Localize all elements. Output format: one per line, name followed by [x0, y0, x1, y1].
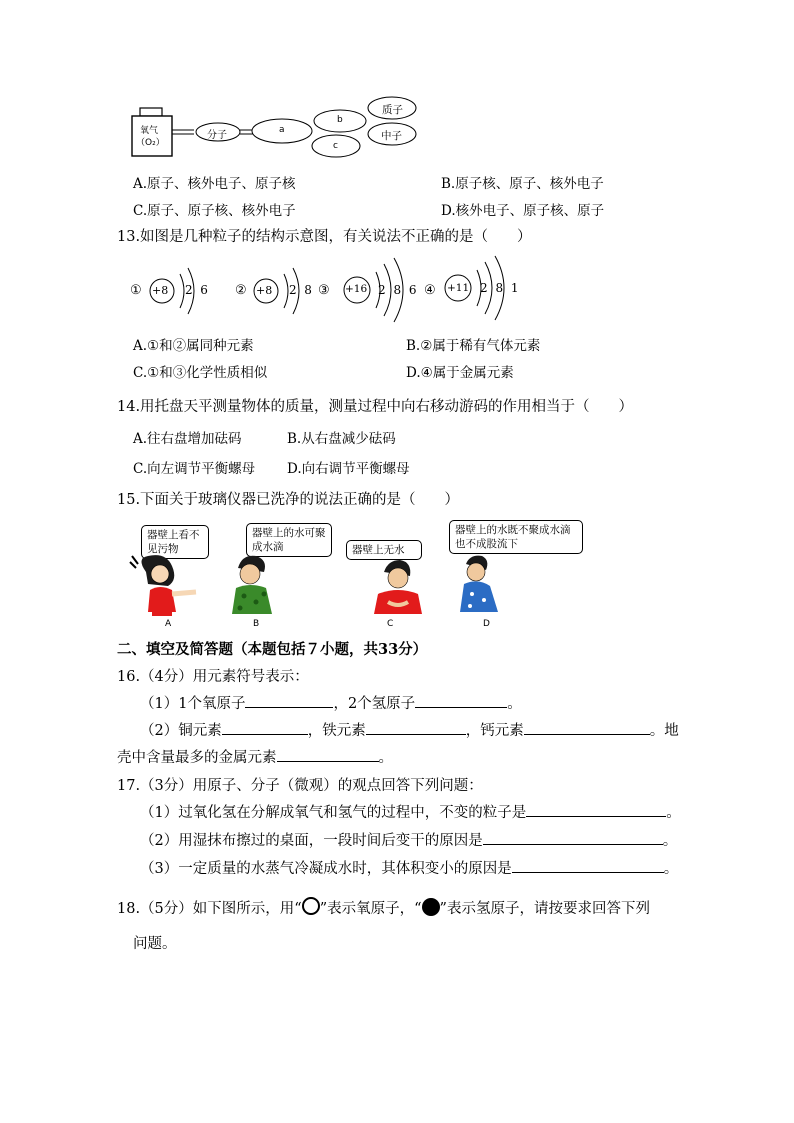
- hydrogen-atom-symbol: [422, 898, 440, 916]
- q13-option-d: D.④属于金属元素: [406, 365, 514, 381]
- q13-option-a: A.①和②属同种元素: [133, 338, 254, 354]
- particle-1-number: ①: [130, 283, 142, 298]
- oxygen-bottle-cap: [140, 108, 162, 116]
- a-label: a: [279, 125, 285, 135]
- q17-line-3: （3）一定质量的水蒸气冷凝成水时，其体积变小的原因是 。: [140, 857, 678, 878]
- speech-bubble-a: 器壁上看不见污物: [141, 525, 209, 559]
- q12-option-a: A.原子、核外电子、原子核: [133, 176, 296, 192]
- particle-1-nucleus: +8: [152, 284, 169, 297]
- q15-stem: 15.下面关于玻璃仪器已洗净的说法正确的是（ ）: [117, 492, 460, 508]
- bottle-label-1: 氧气: [140, 126, 159, 136]
- q17-blank-1[interactable]: [526, 802, 666, 817]
- speech-bubble-c: 器壁上无水: [346, 540, 422, 560]
- q12-option-c: C.原子、原子核、核外电子: [133, 203, 296, 219]
- q16-blank-metal-element[interactable]: [277, 747, 379, 762]
- q16-line-1: （1）1个氧原子 ，2个氢原子 。: [140, 692, 522, 713]
- person-b-figure: [232, 556, 272, 614]
- particle-3-number: ③: [318, 283, 330, 298]
- q16-blank-oxygen-atom[interactable]: [245, 693, 333, 708]
- section-2-heading: 二、填空及简答题（本题包括７小题，共33分）: [117, 641, 428, 658]
- q16-blank-hydrogen-atoms[interactable]: [415, 693, 507, 708]
- person-c-label: C: [387, 619, 394, 629]
- particle-3-shells: 2 8 6: [378, 283, 419, 297]
- q16-blank-copper[interactable]: [222, 720, 308, 735]
- particle-1-shells: 2 6: [185, 283, 208, 297]
- particle-3-nucleus: +16: [345, 283, 368, 295]
- b-label: b: [337, 115, 343, 125]
- q14-option-d: D.向右调节平衡螺母: [287, 461, 410, 477]
- q17-line-2: （2）用湿抹布擦过的桌面，一段时间后变干的原因是 。: [140, 829, 677, 850]
- q12-option-d: D.核外电子、原子核、原子: [441, 203, 605, 219]
- q16-blank-iron[interactable]: [366, 720, 466, 735]
- oxygen-atom-symbol: [302, 897, 320, 915]
- q14-option-a: A.往右盘增加砝码: [133, 431, 242, 447]
- person-c-figure: [374, 560, 422, 614]
- proton-label: 质子: [382, 104, 403, 116]
- person-a-label: A: [165, 619, 172, 629]
- q16-blank-calcium[interactable]: [524, 720, 650, 735]
- q13-stem: 13.如图是几种粒子的结构示意图，有关说法不正确的是（ ）: [117, 229, 532, 245]
- person-a-figure: [130, 555, 196, 616]
- q18-line-1: 18.（5分）如下图所示，用“ ”表示氧原子，“ ”表示氢原子，请按要求回答下列: [117, 897, 650, 918]
- person-b-label: B: [253, 619, 260, 629]
- q14-option-c: C.向左调节平衡螺母: [133, 461, 256, 477]
- q17-blank-2[interactable]: [483, 830, 663, 845]
- particle-2-nucleus: +8: [256, 284, 273, 297]
- q13-option-b: B.②属于稀有气体元素: [406, 338, 541, 354]
- neutron-label: 中子: [381, 130, 402, 142]
- particle-2-shells: 2 8: [289, 283, 312, 297]
- q14-option-b: B.从右盘减少砝码: [287, 431, 396, 447]
- particle-4-number: ④: [424, 283, 436, 298]
- q17-blank-3[interactable]: [512, 858, 664, 873]
- q17-stem: 17.（3分）用原子、分子（微观）的观点回答下列问题：: [117, 778, 483, 794]
- molecule-label: 分子: [207, 130, 227, 141]
- c-label: c: [333, 141, 338, 151]
- q13-option-c: C.①和③化学性质相似: [133, 365, 268, 381]
- person-d-figure: [460, 556, 498, 612]
- speech-bubble-d: 器壁上的水既不聚成水滴也不成股流下: [449, 520, 583, 554]
- q12-option-b: B.原子核、原子、核外电子: [441, 176, 604, 192]
- particle-4-shells: 2 8 1: [480, 281, 521, 295]
- q14-stem: 14.用托盘天平测量物体的质量，测量过程中向右移动游码的作用相当于（ ）: [117, 399, 634, 415]
- q16-line-3: 壳中含量最多的金属元素 。: [117, 746, 393, 767]
- particle-4-nucleus: +11: [447, 282, 470, 294]
- q17-line-1: （1）过氧化氢在分解成氧气和氢气的过程中，不变的粒子是 。: [140, 801, 681, 822]
- bottle-label-2: （O₂）: [136, 138, 165, 148]
- cartoon-people-figure: [126, 550, 526, 635]
- speech-bubble-b: 器壁上的水可聚成水滴: [246, 523, 332, 557]
- particle-2-number: ②: [235, 283, 247, 298]
- q18-line-2: 问题。: [133, 936, 177, 952]
- person-d-label: D: [483, 619, 490, 629]
- q16-stem: 16.（4分）用元素符号表示：: [117, 669, 309, 685]
- q16-line-2: （2）铜元素 ，铁元素 ，钙元素 。地: [140, 719, 679, 740]
